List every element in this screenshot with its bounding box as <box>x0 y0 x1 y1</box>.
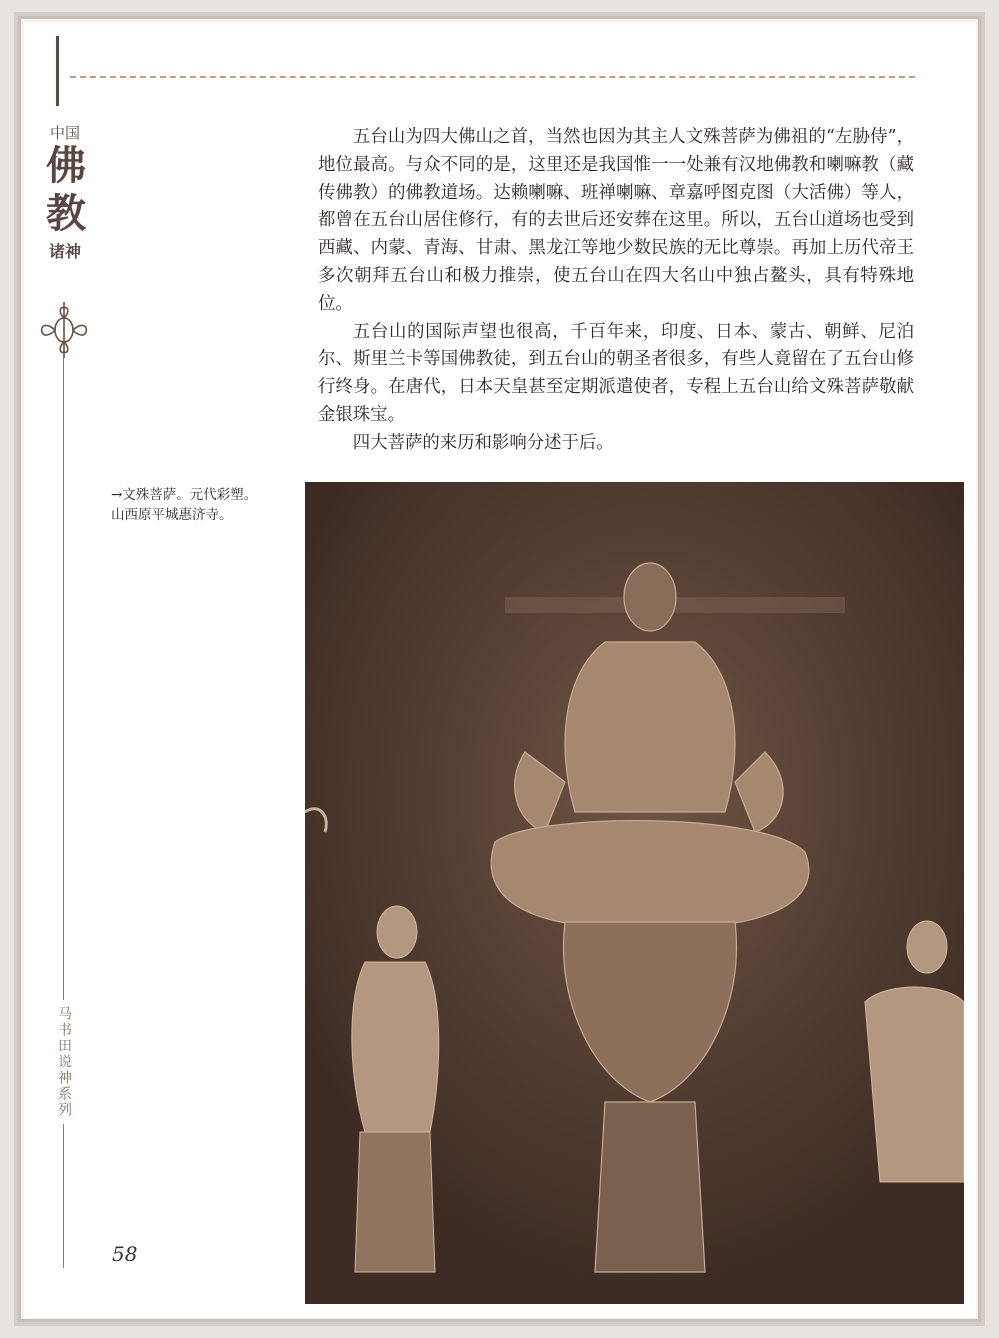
header-dashed-rule <box>70 76 915 78</box>
spine-top-bar <box>56 36 59 106</box>
series-subtitle: 诸神 <box>48 242 81 261</box>
caption-line-1: →文殊菩萨。元代彩塑。 <box>111 487 258 503</box>
bodhisattva-photo <box>305 482 964 1304</box>
series-top-label: 中国 <box>49 124 80 142</box>
series-title-char-2: 教 <box>46 190 86 237</box>
series-title <box>46 124 84 262</box>
photo-caption <box>111 485 301 525</box>
page-number: 58 <box>112 1242 138 1266</box>
series-title-char-1: 佛 <box>46 142 86 189</box>
body-text <box>318 124 914 458</box>
series-name: 马书田说神系列 <box>52 1000 74 1124</box>
paragraph-2: 五台山的国际声望也很高，千百年来，印度、日本、蒙古、朝鲜、尼泊尔、斯里兰卡等国佛教徒，到五台山的朝圣者很多，有些人竟留在了五台山修行终身。在唐代，日本天皇甚至定期派遣使者，专程上五台山给文殊菩萨敬献金银珠宝。 <box>318 321 914 425</box>
spine-line <box>63 358 64 1268</box>
paragraph-1: 五台山为四大佛山之首，当然也因为其主人文殊菩萨为佛祖的“左胁侍”，地位最高。与众不同的是，这里还是我国惟一一处兼有汉地佛教和喇嘛教（藏传佛教）的佛教道场。达赖喇嘛、班禅喇嘛、章嘉呼图克图（大活佛）等人，都曾在五台山居住修行，有的去世后还安葬在这里。所以，五台山道场也受到西藏、内蒙、青海、甘肃、黑龙江等地少数民族的无比尊崇。再加上历代帝王多次朝拜五台山和极力推崇，使五台山在四大名山中独占鳌头，具有特殊地位。 <box>318 127 914 314</box>
caption-line-2: 山西原平城惠济寺。 <box>111 507 233 523</box>
paragraph-3: 四大菩萨的来历和影响分述于后。 <box>352 432 614 453</box>
knot-ornament-icon <box>38 300 90 364</box>
